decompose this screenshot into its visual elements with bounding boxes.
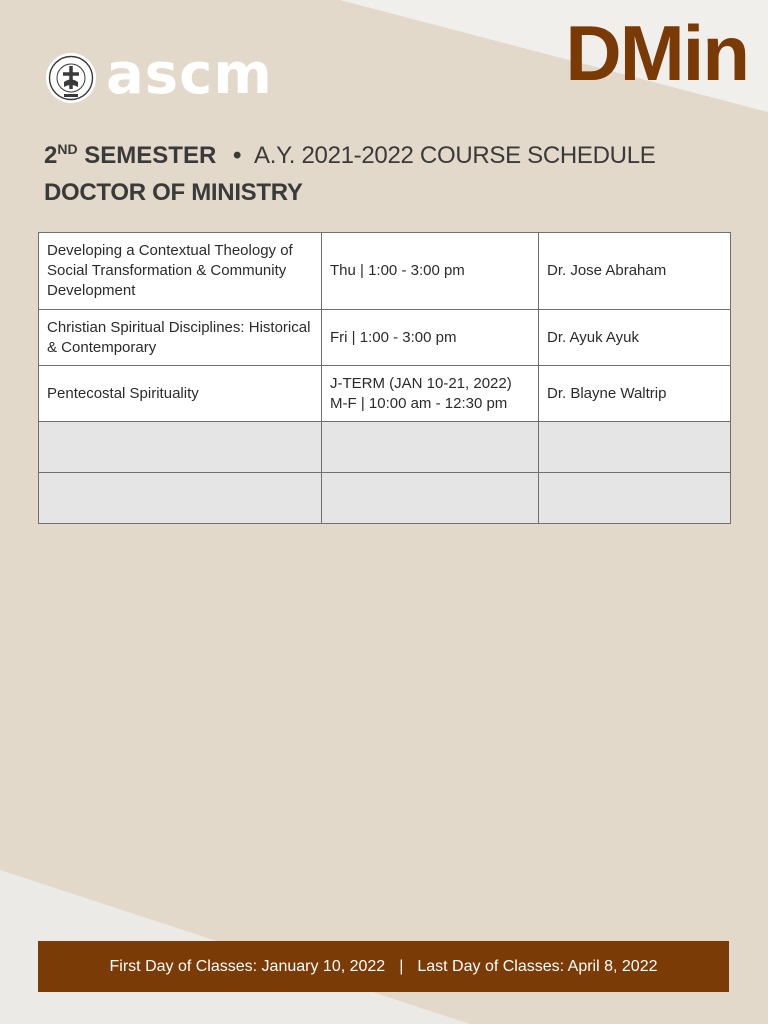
schedule-days: M-F | 10:00 am - 12:30 pm <box>330 394 508 412</box>
program-code-title: DMin <box>565 9 748 97</box>
empty-cell <box>539 422 731 473</box>
first-day-label: First Day of Classes: January 10, 2022 <box>109 957 386 975</box>
schedule-cell: Fri | 1:00 - 3:00 pm <box>322 310 539 366</box>
semester-heading <box>44 132 655 173</box>
semester-label: SEMESTER <box>84 142 217 169</box>
table-row-empty <box>39 422 731 473</box>
instructor-cell: Dr. Jose Abraham <box>539 233 731 310</box>
course-name-cell: Pentecostal Spirituality <box>39 366 322 422</box>
empty-cell <box>39 422 322 473</box>
table-row <box>39 233 731 310</box>
schedule-cell <box>322 366 539 422</box>
empty-cell <box>539 473 731 524</box>
last-day-label: Last Day of Classes: April 8, 2022 <box>417 957 658 975</box>
instructor-cell: Dr. Ayuk Ayuk <box>539 310 731 366</box>
course-schedule-table <box>38 232 731 524</box>
schedule-term: J-TERM (JAN 10-21, 2022) <box>330 374 512 392</box>
semester-ordinal: 2ND <box>44 141 78 169</box>
table-row-empty <box>39 473 731 524</box>
ascm-logo <box>44 42 273 107</box>
heading-separator: • <box>232 142 242 169</box>
program-title: DOCTOR OF MINISTRY <box>44 179 303 206</box>
instructor-cell: Dr. Blayne Waltrip <box>539 366 731 422</box>
empty-cell <box>322 473 539 524</box>
table-row <box>39 310 731 366</box>
table-row <box>39 366 731 422</box>
class-dates-banner <box>38 941 729 992</box>
course-name-cell: Christian Spiritual Disciplines: Historical & Contemporary <box>39 310 322 366</box>
schedule-cell: Thu | 1:00 - 3:00 pm <box>322 233 539 310</box>
academic-year-label: A.Y. 2021-2022 COURSE SCHEDULE <box>254 142 656 169</box>
school-seal-icon <box>44 51 98 105</box>
logo-wordmark: ascm <box>106 42 273 107</box>
empty-cell <box>39 473 322 524</box>
footer-separator: | <box>399 957 404 975</box>
course-name-cell: Developing a Contextual Theology of Social Transformation & Community Development <box>39 233 322 310</box>
empty-cell <box>322 422 539 473</box>
